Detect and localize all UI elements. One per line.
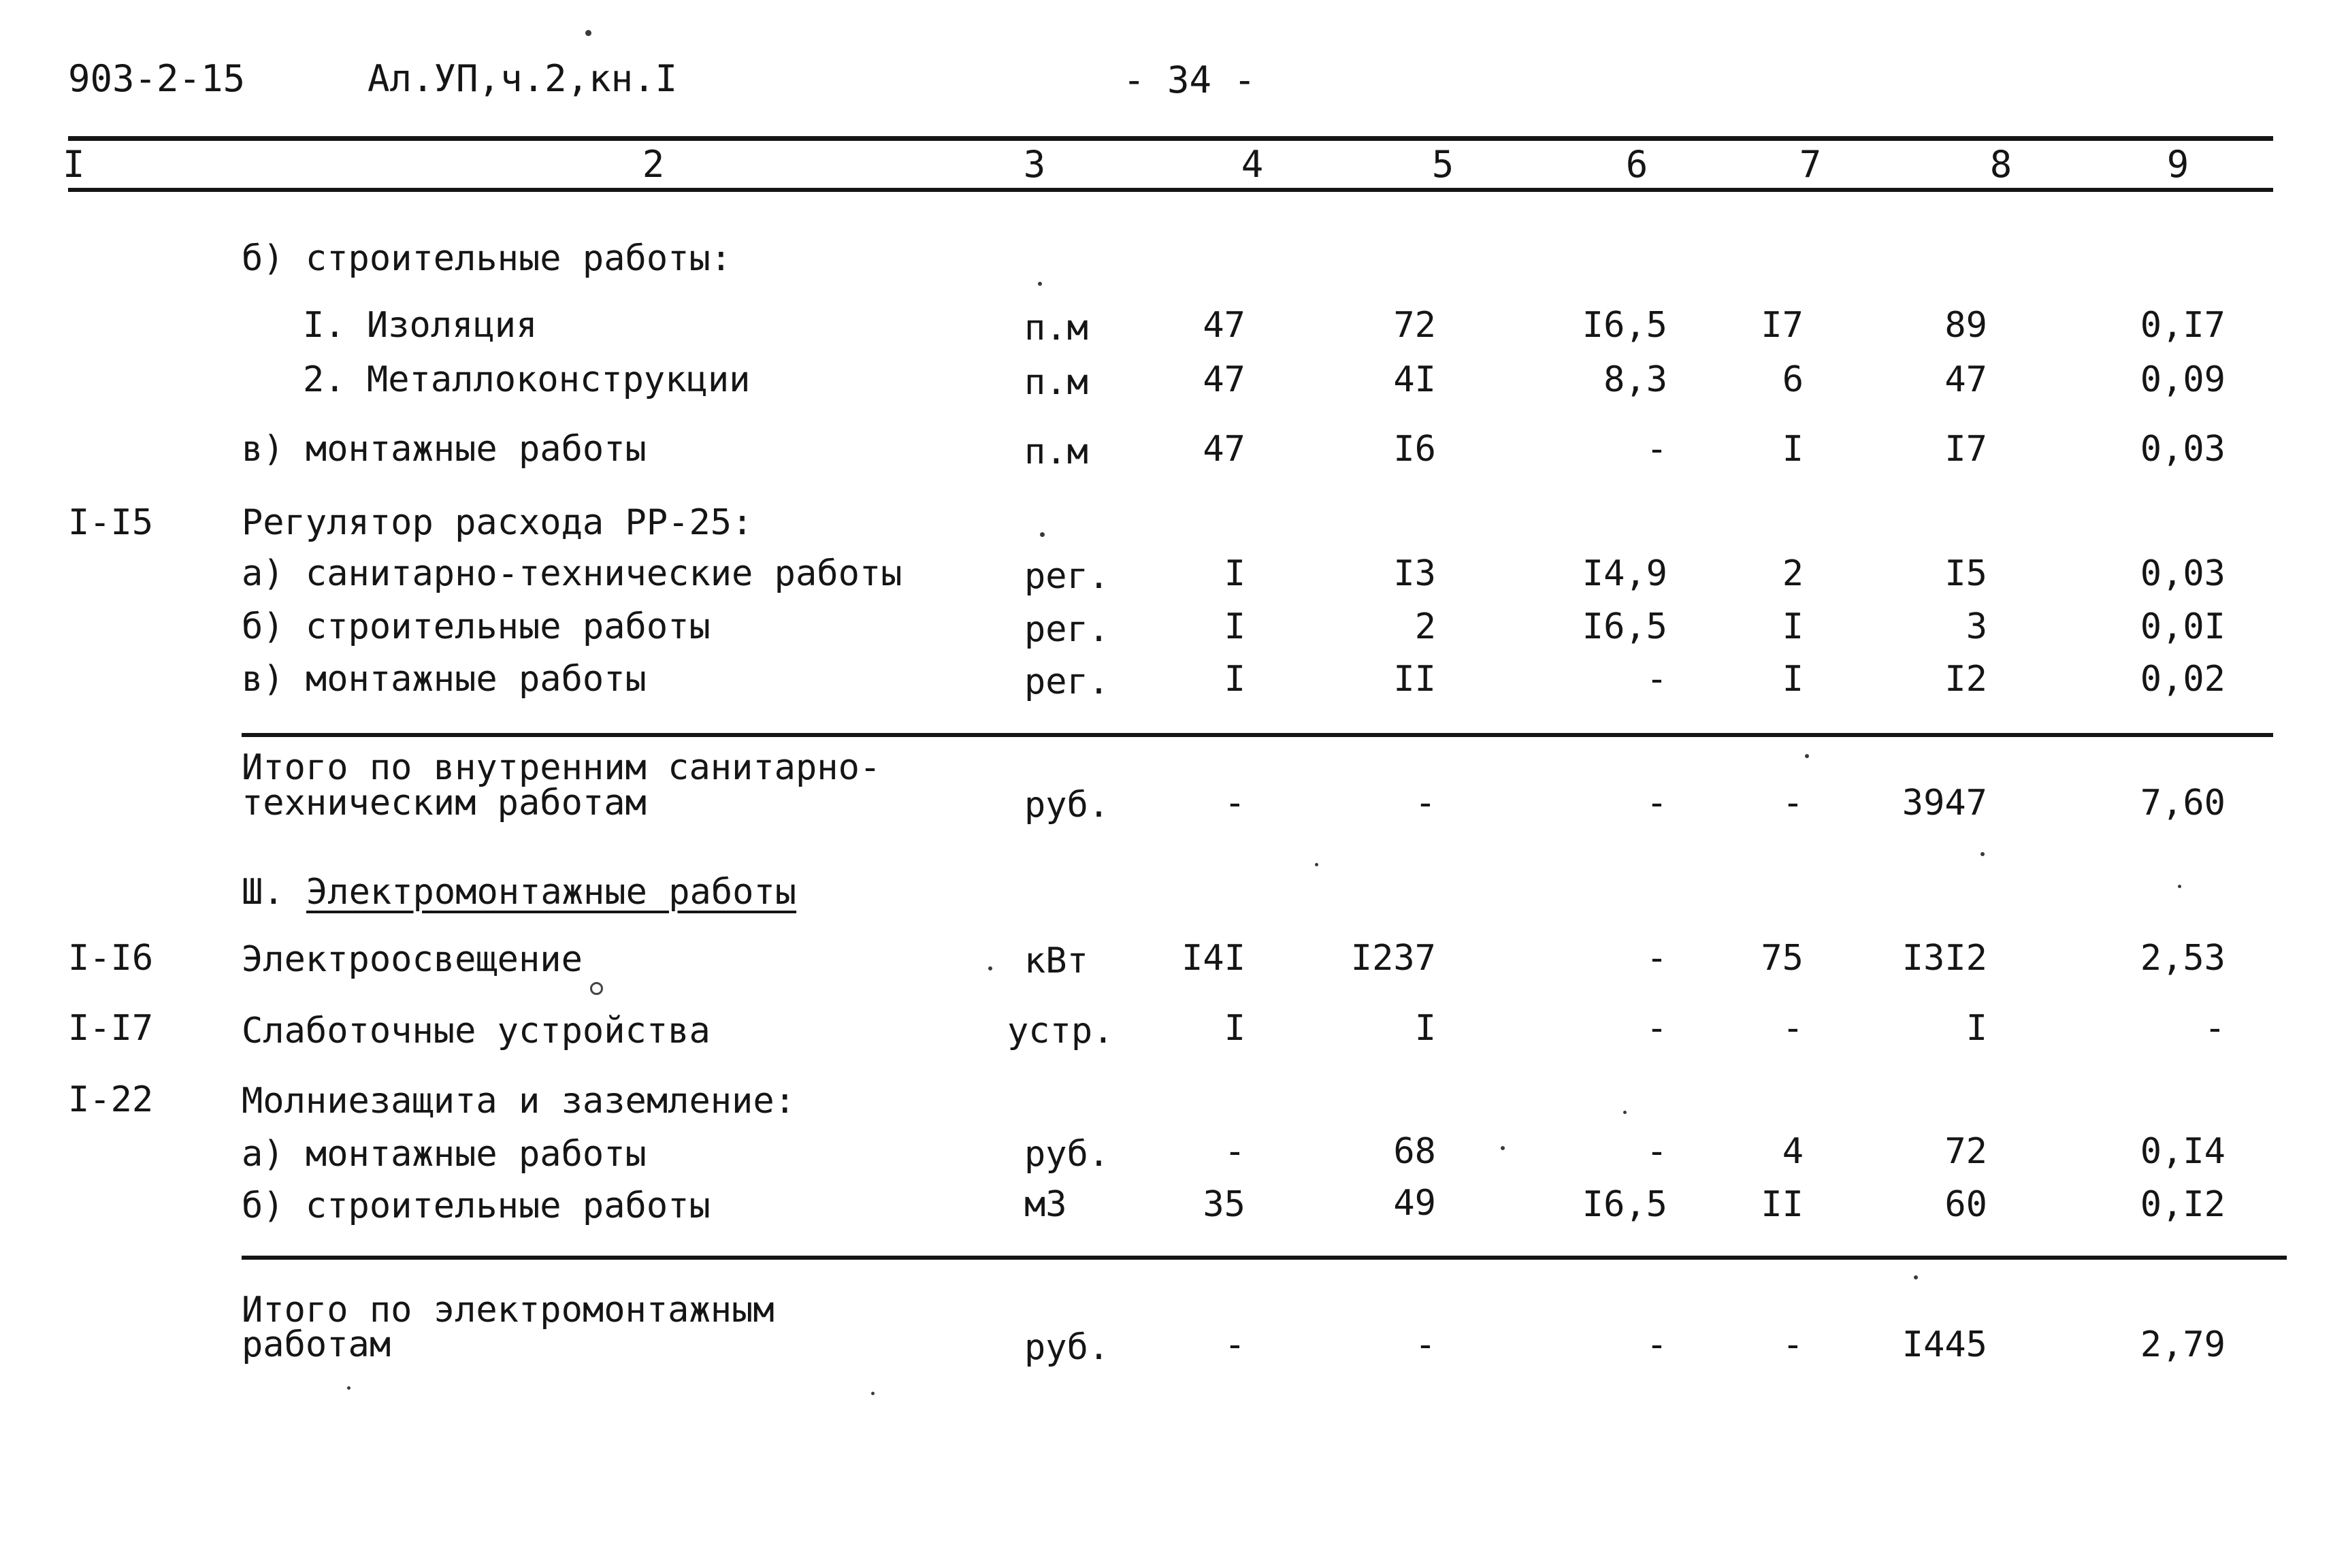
row-name: б) строительные работы bbox=[242, 1186, 711, 1226]
row-col9: 0,03 bbox=[2140, 429, 2226, 470]
row-col4: I4I bbox=[1181, 938, 1245, 979]
row-col4: I bbox=[1224, 606, 1245, 647]
subtotal-label-line1: Итого по электромонтажным bbox=[242, 1290, 775, 1330]
scan-speck bbox=[1040, 532, 1045, 537]
row-col7: 2 bbox=[1782, 553, 1804, 594]
row-col8: I445 bbox=[1902, 1324, 1987, 1365]
row-col6: I6,5 bbox=[1582, 606, 1667, 647]
row-col4: 47 bbox=[1203, 305, 1245, 346]
album-reference: Ал.УП,ч.2,кн.I bbox=[368, 57, 678, 100]
row-col7: 4 bbox=[1782, 1131, 1804, 1172]
subtotal-label-line2: работам bbox=[242, 1324, 391, 1365]
doc-code: 903-2-15 bbox=[68, 57, 246, 100]
scan-speck bbox=[585, 30, 591, 36]
row-unit: рег. bbox=[1024, 662, 1110, 702]
row-code: I-I5 bbox=[68, 502, 154, 543]
row-unit: устр. bbox=[1007, 1011, 1114, 1051]
row-col5: 72 bbox=[1393, 305, 1436, 346]
section-title: б) строительные работы: bbox=[242, 238, 732, 279]
row-col7: I7 bbox=[1761, 305, 1804, 346]
row-col6: 8,3 bbox=[1603, 359, 1667, 400]
row-col5: I3 bbox=[1393, 553, 1436, 594]
row-col5: 49 bbox=[1393, 1183, 1436, 1224]
row-col5: I6 bbox=[1393, 429, 1436, 470]
row-col4: I bbox=[1224, 553, 1245, 594]
row-col9: 0,I2 bbox=[2140, 1184, 2226, 1225]
column-header-1: I bbox=[63, 143, 85, 186]
row-col7: - bbox=[1782, 1324, 1804, 1365]
row-col5: - bbox=[1414, 783, 1436, 823]
row-col8: I5 bbox=[1944, 553, 1987, 594]
row-unit: п.м bbox=[1024, 362, 1088, 403]
scan-speck bbox=[2178, 885, 2181, 888]
row-col5: II bbox=[1393, 659, 1436, 700]
row-col4: - bbox=[1224, 1131, 1245, 1172]
row-col5: I bbox=[1414, 1008, 1436, 1049]
row-col6: - bbox=[1646, 1131, 1667, 1172]
scan-speck bbox=[1501, 1146, 1505, 1150]
row-unit: м3 bbox=[1024, 1184, 1067, 1225]
scan-speck bbox=[1980, 852, 1985, 856]
row-col4: 47 bbox=[1203, 359, 1245, 400]
row-col7: I bbox=[1782, 606, 1804, 647]
row-col7: 6 bbox=[1782, 359, 1804, 400]
row-col9: 2,79 bbox=[2140, 1324, 2226, 1365]
row-unit: кВт bbox=[1024, 941, 1088, 981]
row-col8: I3I2 bbox=[1902, 938, 1987, 979]
section-heading: Электромонтажные работы bbox=[306, 872, 797, 913]
row-unit: п.м bbox=[1024, 431, 1088, 472]
row-col8: 60 bbox=[1944, 1184, 1987, 1225]
row-col8: 3947 bbox=[1902, 783, 1987, 823]
row-col5: 2 bbox=[1414, 606, 1436, 647]
table-top-rule bbox=[68, 136, 2273, 141]
row-col9: 0,03 bbox=[2140, 553, 2226, 594]
row-col4: - bbox=[1224, 783, 1245, 823]
row-name: в) монтажные работы bbox=[242, 659, 647, 700]
row-col9: 0,0I bbox=[2140, 606, 2226, 647]
row-col8: I bbox=[1966, 1008, 1987, 1049]
row-col7: 75 bbox=[1761, 938, 1804, 979]
column-header-3: 3 bbox=[1023, 143, 1046, 186]
row-col6: - bbox=[1646, 938, 1667, 979]
row-col8: 72 bbox=[1944, 1131, 1987, 1172]
scan-speck bbox=[1805, 754, 1809, 758]
row-name: I. Изоляция bbox=[303, 305, 538, 346]
group-title: Регулятор расхода РР-25: bbox=[242, 502, 753, 543]
column-header-5: 5 bbox=[1431, 143, 1454, 186]
row-unit: руб. bbox=[1024, 785, 1110, 826]
row-col6: I6,5 bbox=[1582, 305, 1667, 346]
row-col9: 7,60 bbox=[2140, 783, 2226, 823]
subtotal-rule bbox=[242, 733, 2273, 737]
row-col5: I237 bbox=[1350, 938, 1436, 979]
row-col9: 0,I7 bbox=[2140, 305, 2226, 346]
row-col7: I bbox=[1782, 429, 1804, 470]
scan-speck bbox=[347, 1386, 351, 1390]
column-header-4: 4 bbox=[1241, 143, 1264, 186]
scan-speck bbox=[988, 966, 992, 970]
column-header-6: 6 bbox=[1625, 143, 1648, 186]
section-number: Ш. bbox=[242, 872, 284, 913]
row-code: I-I6 bbox=[68, 938, 154, 979]
row-col9: 0,I4 bbox=[2140, 1131, 2226, 1172]
subtotal-label-line1: Итого по внутренним санитарно- bbox=[242, 747, 881, 788]
row-col6: - bbox=[1646, 1008, 1667, 1049]
row-col9: 0,02 bbox=[2140, 659, 2226, 700]
row-col4: I bbox=[1224, 659, 1245, 700]
page-number: - 34 - bbox=[1123, 59, 1256, 101]
row-col5: - bbox=[1414, 1324, 1436, 1365]
row-col6: I4,9 bbox=[1582, 553, 1667, 594]
row-col8: I2 bbox=[1944, 659, 1987, 700]
row-unit: п.м bbox=[1024, 308, 1088, 348]
row-name: Электроосвещение bbox=[242, 939, 583, 980]
row-col8: 47 bbox=[1944, 359, 1987, 400]
row-col6: - bbox=[1646, 783, 1667, 823]
scan-speck bbox=[1914, 1275, 1918, 1279]
row-name: 2. Металлоконструкции bbox=[303, 359, 751, 400]
row-name: Слаботочные устройства bbox=[242, 1011, 711, 1051]
scan-speck bbox=[590, 982, 603, 995]
column-header-9: 9 bbox=[2166, 143, 2189, 186]
row-name: а) санитарно-технические работы bbox=[242, 553, 902, 594]
row-unit: рег. bbox=[1024, 609, 1110, 650]
row-col5: 4I bbox=[1393, 359, 1436, 400]
scan-speck bbox=[1623, 1111, 1627, 1114]
row-col9: 0,09 bbox=[2140, 359, 2226, 400]
row-col8: I7 bbox=[1944, 429, 1987, 470]
row-col6: - bbox=[1646, 429, 1667, 470]
row-col7: II bbox=[1761, 1184, 1804, 1225]
scan-speck bbox=[1038, 282, 1042, 286]
scan-speck bbox=[871, 1392, 875, 1395]
row-col7: - bbox=[1782, 1008, 1804, 1049]
subtotal-rule bbox=[242, 1256, 2287, 1260]
row-code: I-22 bbox=[68, 1079, 154, 1120]
subtotal-label-line2: техническим работам bbox=[242, 783, 647, 823]
row-col8: 89 bbox=[1944, 305, 1987, 346]
row-col6: - bbox=[1646, 659, 1667, 700]
scan-speck bbox=[1315, 863, 1318, 866]
row-col4: 47 bbox=[1203, 429, 1245, 470]
row-col5: 68 bbox=[1393, 1131, 1436, 1172]
row-col6: I6,5 bbox=[1582, 1184, 1667, 1225]
row-col4: 35 bbox=[1203, 1184, 1245, 1225]
row-col8: 3 bbox=[1966, 606, 1987, 647]
row-col9: 2,53 bbox=[2140, 938, 2226, 979]
row-col6: - bbox=[1646, 1324, 1667, 1365]
row-name: в) монтажные работы bbox=[242, 429, 647, 470]
row-name: а) монтажные работы bbox=[242, 1134, 647, 1175]
row-unit: рег. bbox=[1024, 556, 1110, 597]
table-header-rule bbox=[68, 188, 2273, 192]
row-code: I-I7 bbox=[68, 1008, 154, 1049]
row-col4: - bbox=[1224, 1324, 1245, 1365]
row-col7: I bbox=[1782, 659, 1804, 700]
row-col4: I bbox=[1224, 1008, 1245, 1049]
column-header-8: 8 bbox=[1989, 143, 2012, 186]
group-title: Молниезащита и заземление: bbox=[242, 1081, 796, 1122]
row-col7: - bbox=[1782, 783, 1804, 823]
row-unit: руб. bbox=[1024, 1327, 1110, 1368]
row-unit: руб. bbox=[1024, 1134, 1110, 1175]
row-col9: - bbox=[2204, 1008, 2226, 1049]
row-name: б) строительные работы bbox=[242, 606, 711, 647]
column-header-7: 7 bbox=[1799, 143, 1822, 186]
column-header-2: 2 bbox=[642, 143, 665, 186]
